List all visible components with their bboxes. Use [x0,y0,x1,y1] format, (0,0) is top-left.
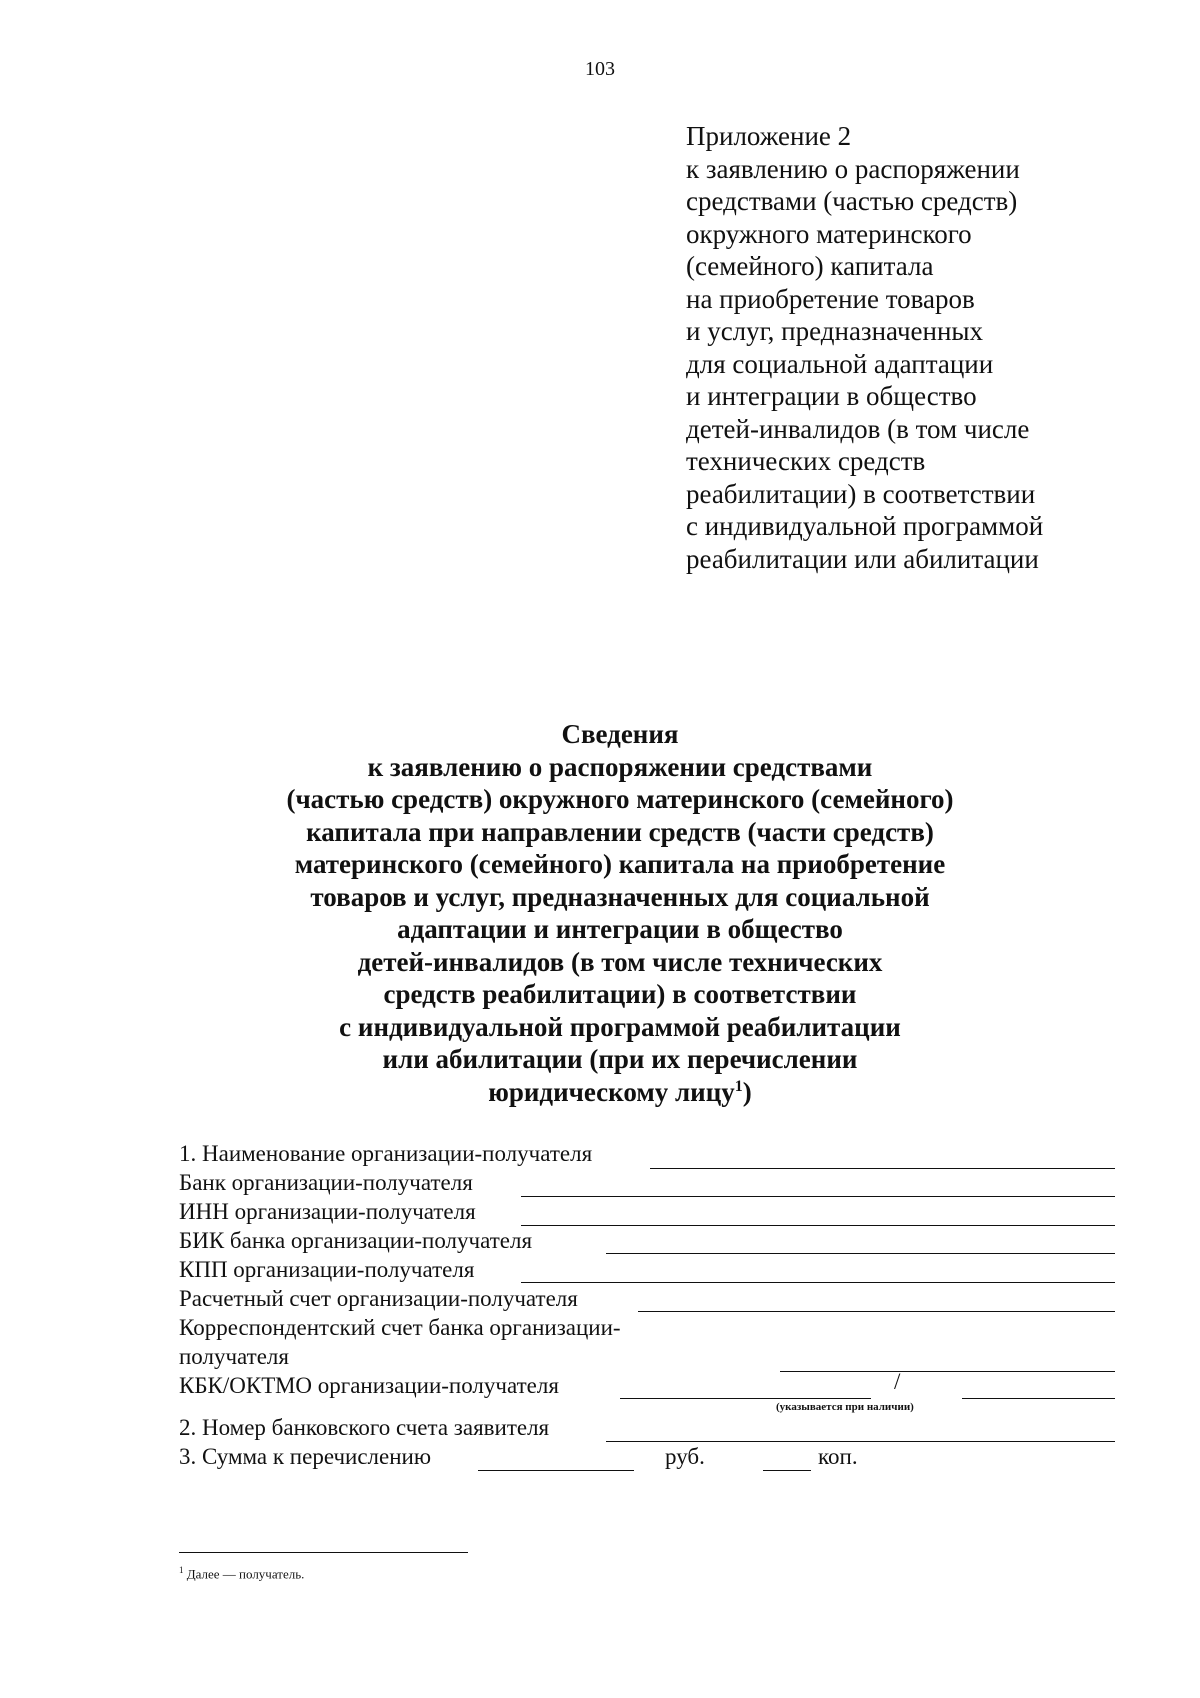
title-close-paren: ) [742,1076,752,1107]
title-line-last [0,1076,1200,1109]
appendix-caption [686,120,1043,575]
title-line: адаптации и интеграции в общество [397,914,843,944]
kbk-note: (указывается при наличии) [776,1401,914,1413]
amount-kop-field[interactable] [763,1470,811,1471]
title-footnote-mark: 1 [734,1077,743,1095]
bik-label: БИК банка организации-получателя [179,1228,533,1253]
appendix-line: к заявлению о распоряжении [686,153,1020,184]
title-last-text: юридическому лицу [488,1076,735,1107]
kop-label: коп. [818,1444,858,1469]
applicant-account-field[interactable] [606,1441,1115,1442]
appendix-line: средствами (частью средств) [686,186,1018,216]
appendix-line: реабилитации) в соответствии [686,478,1036,509]
appendix-line: на приобретение товаров [686,283,975,314]
bank-field[interactable] [521,1196,1115,1197]
title-line: средств реабилитации) в соответствии [383,979,857,1009]
appendix-line: детей-инвалидов (в том числе [686,413,1030,444]
footnote-divider [179,1552,468,1553]
title-line: детей-инвалидов (в том числе технических [357,946,883,977]
title-line: товаров и услуг, предназначенных для социальной [310,881,930,912]
inn-label: ИНН организации-получателя [179,1199,476,1224]
org-name-field[interactable] [650,1168,1115,1169]
appendix-line: с индивидуальной программой [686,511,1044,541]
applicant-account-label: 2. Номер банковского счета заявителя [179,1415,550,1440]
corr-account-label-2: получателя [179,1344,289,1369]
kbk-oktmo-label: КБК/ОКТМО организации-получателя [179,1373,559,1398]
kbk-oktmo-separator: / [894,1369,901,1394]
document-title [0,718,1200,1108]
settlement-account-field[interactable] [638,1311,1115,1312]
footnote [179,1565,304,1582]
corr-account-field[interactable] [780,1371,1115,1372]
title-line: с индивидуальной программой реабилитации [339,1011,901,1042]
appendix-line: для социальной адаптации [686,348,994,379]
appendix-line: Приложение 2 [686,121,852,151]
page-number: 103 [585,58,615,80]
amount-rub-field[interactable] [478,1470,634,1471]
kpp-field[interactable] [521,1282,1115,1283]
appendix-line: окружного материнского [686,218,972,249]
footnote-mark: 1 [179,1565,184,1575]
appendix-line: реабилитации или абилитации [686,543,1039,574]
title-line: или абилитации (при их перечислении [382,1044,858,1074]
appendix-line: и услуг, предназначенных [686,316,984,346]
corr-account-label-1: Корреспондентский счет банка организации- [179,1315,621,1340]
bik-field[interactable] [606,1253,1115,1254]
oktmo-field[interactable] [962,1398,1115,1399]
appendix-line: и интеграции в общество [686,381,977,411]
settlement-account-label: Расчетный счет организации-получателя [179,1286,578,1311]
title-line: Сведения [561,719,679,749]
amount-label: 3. Сумма к перечислению [179,1444,432,1469]
kpp-label: КПП организации-получателя [179,1257,475,1282]
title-line: к заявлению о распоряжении средствами [367,751,873,782]
bank-label: Банк организации-получателя [179,1170,473,1195]
kbk-field[interactable] [620,1398,871,1399]
footnote-text: Далее — получатель. [186,1566,305,1582]
title-line: (частью средств) окружного материнского (семейного) [286,784,954,814]
title-line: капитала при направлении средств (части средств) [306,816,934,847]
appendix-line: (семейного) капитала [686,251,934,281]
inn-field[interactable] [521,1225,1115,1226]
title-line: материнского (семейного) капитала на приобретение [294,849,946,879]
rub-label: руб. [665,1444,705,1469]
org-name-label: 1. Наименование организации-получателя [179,1141,593,1166]
appendix-line: технических средств [686,446,926,476]
